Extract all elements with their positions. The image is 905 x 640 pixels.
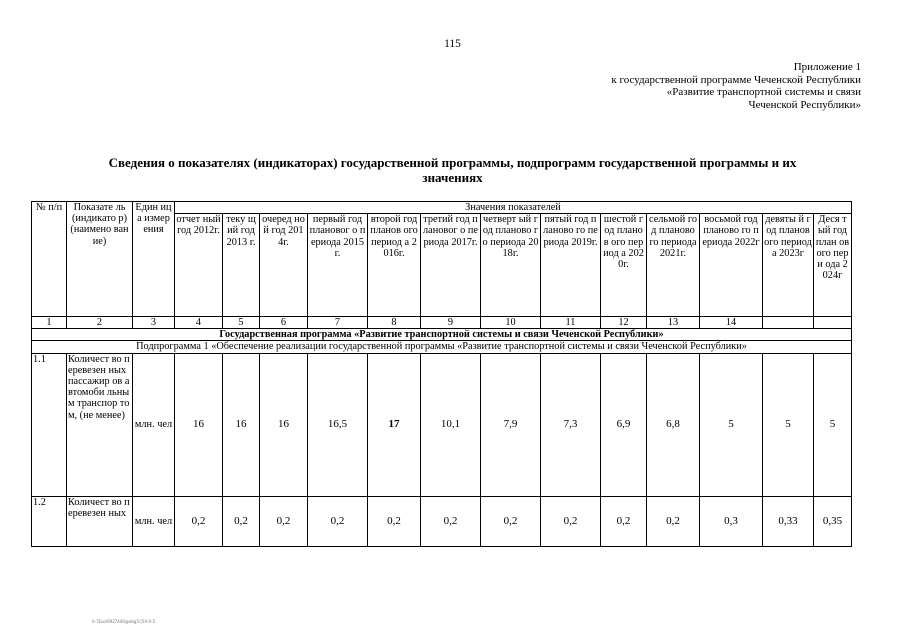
row-value: 7,3 bbox=[541, 353, 601, 496]
table-row bbox=[32, 496, 852, 546]
column-number: 9 bbox=[421, 317, 481, 329]
row-unit: млн. чел bbox=[133, 496, 175, 546]
row-value: 6,9 bbox=[601, 353, 647, 496]
column-number: 6 bbox=[260, 317, 308, 329]
row-value: 5 bbox=[763, 353, 814, 496]
row-value: 16 bbox=[223, 353, 260, 496]
row-unit: млн. чел bbox=[133, 353, 175, 496]
row-value: 7,9 bbox=[481, 353, 541, 496]
header-year: четверт ый год планово го периода 2018г. bbox=[481, 214, 541, 317]
program-title: Государственная программа «Развитие транспортной системы и связи Чеченской Республики» bbox=[32, 329, 852, 341]
column-number: 13 bbox=[647, 317, 700, 329]
row-value: 5 bbox=[700, 353, 763, 496]
row-value: 0,35 bbox=[814, 496, 852, 546]
indicators-table bbox=[31, 201, 852, 547]
row-value: 6,8 bbox=[647, 353, 700, 496]
appendix-line-2: «Развитие транспортной системы и связи bbox=[666, 86, 861, 98]
row-value: 0,2 bbox=[368, 496, 421, 546]
header-year: шестой год планов ого период а 2020г. bbox=[601, 214, 647, 317]
appendix-label: Приложение 1 bbox=[793, 61, 861, 73]
column-number bbox=[814, 317, 852, 329]
footer-code: 0-7Exe/6927440@ebg5:[5A:0-5 bbox=[92, 619, 156, 624]
row-value: 0,3 bbox=[700, 496, 763, 546]
column-numbers-row bbox=[32, 317, 852, 329]
column-number bbox=[763, 317, 814, 329]
header-values-group: Значения показателей bbox=[175, 202, 852, 214]
header-indicator: Показате ль (индикато р) (наимено вание) bbox=[67, 202, 133, 317]
header-year: пятый год планово го периода 2019г. bbox=[541, 214, 601, 317]
row-value: 0,2 bbox=[308, 496, 368, 546]
row-value: 0,2 bbox=[175, 496, 223, 546]
column-number: 1 bbox=[32, 317, 67, 329]
column-number: 5 bbox=[223, 317, 260, 329]
row-number: 1.2 bbox=[32, 496, 67, 546]
appendix-block bbox=[611, 61, 861, 111]
column-number: 4 bbox=[175, 317, 223, 329]
column-number: 2 bbox=[67, 317, 133, 329]
row-value: 16 bbox=[260, 353, 308, 496]
document-title: Сведения о показателях (индикаторах) государственной программы, подпрограмм государственной программы и их значениях bbox=[108, 155, 797, 185]
appendix-line-3: Чеченской Республики» bbox=[748, 98, 861, 111]
row-value: 5 bbox=[814, 353, 852, 496]
row-value: 0,2 bbox=[481, 496, 541, 546]
column-number: 10 bbox=[481, 317, 541, 329]
row-value: 0,2 bbox=[541, 496, 601, 546]
subprogram-row bbox=[32, 341, 852, 353]
header-year: второй год планов ого период а 2016г. bbox=[368, 214, 421, 317]
header-year: девяты й год планов ого период а 2023г bbox=[763, 214, 814, 317]
header-unit: Един ица измер ения bbox=[133, 202, 175, 317]
column-number: 8 bbox=[368, 317, 421, 329]
appendix-line-1: к государственной программе Чеченской Республики bbox=[611, 73, 861, 86]
row-value: 0,2 bbox=[223, 496, 260, 546]
header-year: Деся тый год план ового пери ода 2024г bbox=[814, 214, 852, 317]
column-number: 3 bbox=[133, 317, 175, 329]
header-year: первый год плановог о периода 2015г. bbox=[308, 214, 368, 317]
header-year: третий год плановог о периода 2017г. bbox=[421, 214, 481, 317]
row-value: 0,2 bbox=[601, 496, 647, 546]
header-year: теку щий год 2013 г. bbox=[223, 214, 260, 317]
row-value: 0,2 bbox=[260, 496, 308, 546]
header-row-1 bbox=[32, 202, 852, 214]
header-year: отчет ный год 2012г. bbox=[175, 214, 223, 317]
column-number: 14 bbox=[700, 317, 763, 329]
table-row bbox=[32, 353, 852, 496]
header-year: сельмой год планово го периода 2021г. bbox=[647, 214, 700, 317]
row-value: 17 bbox=[368, 353, 421, 496]
row-value: 16 bbox=[175, 353, 223, 496]
row-indicator: Количест во перевезен ных bbox=[67, 496, 133, 546]
row-value: 0,33 bbox=[763, 496, 814, 546]
row-value: 10,1 bbox=[421, 353, 481, 496]
column-number: 11 bbox=[541, 317, 601, 329]
subprogram-title: Подпрограмма 1 «Обеспечение реализации государственной программы «Развитие транспортной системы и связи Чеченской Республики» bbox=[32, 341, 852, 353]
column-number: 7 bbox=[308, 317, 368, 329]
header-year: очеред ной год 2014г. bbox=[260, 214, 308, 317]
page-number: 115 bbox=[444, 38, 461, 50]
row-value: 16,5 bbox=[308, 353, 368, 496]
row-indicator: Количест во перевезен ных пассажир ов автомоби льным транспор том, (не менее) bbox=[67, 353, 133, 496]
program-row bbox=[32, 329, 852, 341]
row-number: 1.1 bbox=[32, 353, 67, 496]
header-year: восьмой год планово го периода 2022г bbox=[700, 214, 763, 317]
header-num: № п/п bbox=[32, 202, 67, 317]
row-value: 0,2 bbox=[647, 496, 700, 546]
column-number: 12 bbox=[601, 317, 647, 329]
row-value: 0,2 bbox=[421, 496, 481, 546]
